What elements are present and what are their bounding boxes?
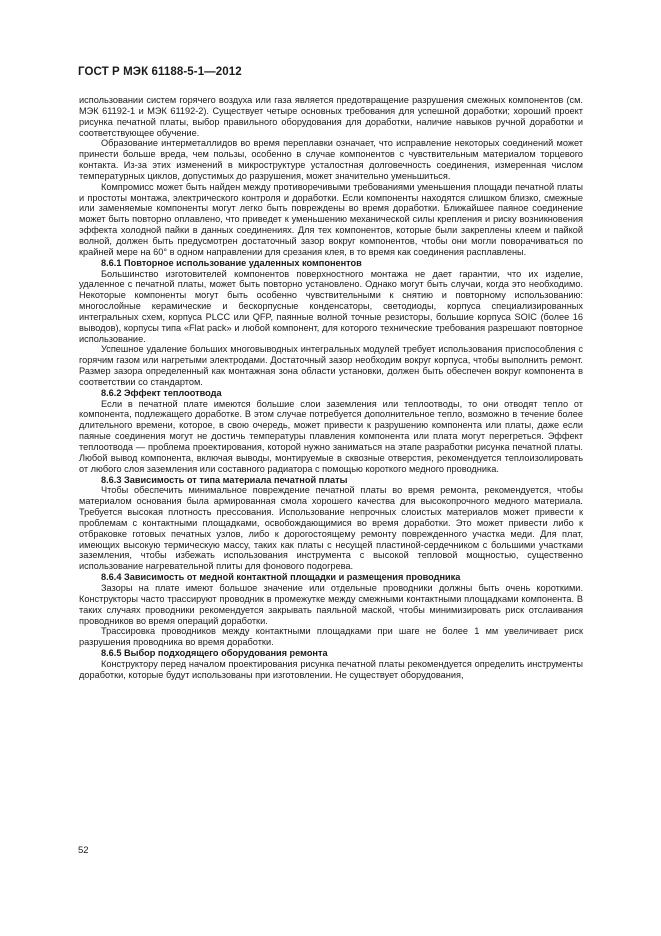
document-body	[79, 95, 583, 681]
paragraph: Если в печатной плате имеются большие слои заземления или теплоотводы, то они отводят тепло от компонента, подлежащего доработке. В этом случае потребуется дополнительное тепло, возможно в течение более длительного времени, которое, в свою очередь, может привести к разрушению компонента или платы, даже если паяные соединения могут не достичь температуры плавления компонента или плата могут перегреться. Эффект теплоотвода — проблема проектирования, которой нужно заниматься на этапе разработки рисунка печатной платы. Любой вывод компонента, включая выводы, монтируемые в сквозные отверстия, рекомендуется теплоизолировать от любого слоя заземления или составного радиатора с помощью короткого медного проводника.	[79, 398, 583, 474]
section-heading-8-6-2: 8.6.2 Эффект теплоотвода	[101, 387, 222, 398]
paragraph: Успешное удаление больших многовыводных интегральных модулей требует использования приспособления с горячим газом или нагретыми электродами. Достаточный зазор необходим вокруг корпуса, чтобы выполнить ремонт. Размер зазора определенный как монтажная зона области установки, должен быть обеспечен вокруг компонента в соответствии со стандартом.	[79, 344, 583, 387]
document-header: ГОСТ Р МЭК 61188-5-1—2012	[78, 66, 242, 78]
section-heading-8-6-1: 8.6.1 Повторное использование удаленных компонентов	[101, 257, 362, 268]
paragraph: Зазоры на плате имеют большое значение или отдельные проводники должны быть очень короткими. Конструкторы часто трассируют проводник в промежутке между смежными контактными площадками компонента. В таких случаях проводники рекомендуется закрывать паяльной маской, чтобы минимизировать риск отслаивания проводников во время операций доработки.	[79, 582, 583, 626]
page-number: 52	[78, 845, 89, 856]
paragraph: Конструктору перед началом проектирования рисунка печатной платы рекомендуется определить инструменты доработки, которые будут использованы при изготовлении. Не существует оборудования,	[79, 658, 583, 680]
paragraph: использовании систем горячего воздуха или газа является предотвращение разрушения смежных компонентов (см. МЭК 61192-1 и МЭК 61192-2). Существует четыре основных требования для успешной доработки; хороший проект рисунка печатной платы, выбор правильного оборудования для доработки, наличие навыков ручной доработки и соответствующее обучение.	[79, 95, 583, 138]
paragraph: Образование интерметаллидов во время переплавки означает, что исправление некоторых соединений может принести больше вреда, чем пользы, особенно в случае компонентов с чувствительным материалом торцевого контакта. Из-за этих изменений в микроструктуре усталостная долговечность соединения, измеренная числом температурных циклов, допустимых до разрушения, может значительно уменьшиться.	[79, 138, 583, 181]
paragraph: Компромисс может быть найден между противоречивыми требованиями уменьшения площади печатной платы и простоты монтажа, электрического контроля и доработки. Если компоненты находятся слишком близко, смежные или заменяемые компоненты могут легко быть повреждены во время доработки. Ближайшее паяное соединение может быть повторно оплавлено, что приведет к уменьшению механической силы крепления и риску возникновения эффекта холодной пайки в данных соединениях. Для тех компонентов, которые были закреплены клеем и пайкой волной, должен быть предусмотрен достаточный зазор вокруг компонентов, чтобы они могли поворачиваться по крайней мере на 60° в одном направлении для срезания клея, в то время как соединения расплавлены.	[79, 181, 583, 257]
section-heading-8-6-5: 8.6.5 Выбор подходящего оборудования ремонта	[101, 648, 328, 659]
paragraph: Трассировка проводников между контактными площадками при шаге не более 1 мм увеличивает риск разрушения проводника во время доработки.	[79, 626, 583, 648]
section-heading-8-6-3: 8.6.3 Зависимость от типа материала печатной платы	[101, 474, 348, 485]
paragraph: Большинство изготовителей компонентов поверхностного монтажа не дает гарантии, что их изделие, удаленное с печатной платы, может быть повторно установлено. Однако могут быть случаи, когда это необходимо. Некоторые компоненты могут быть особенно чувствительными к снятию и повторному использованию: многослойные керамические и бескорпусные конденсаторы, светодиоды, корпуса специализированных интегральных схем, корпуса PLCC или QFP, паянные волной точные резисторы, большие корпуса SOIC (более 16 выводов), корпусы типа «Flat pack» и любой компонент, для которого технические требования разрешают повторное использование.	[79, 268, 583, 344]
section-heading-8-6-4: 8.6.4 Зависимость от медной контактной площадки и размещения проводника	[101, 572, 461, 583]
paragraph: Чтобы обеспечить минимальное повреждение печатной платы во время ремонта, рекомендуется, чтобы материалом основания была армированная смола хорошего качества для высокопрочного медного материала. Требуется высокая плотность прессования. Использование непрочных слоистых материалов может привести к проблемам с контактными площадками, освобождающимися во время доработки. Это может привести либо к отбраковке готовых печатных узлов, либо к дорогостоящему ремонту поврежденного участка меди. Для плат, имеющих высокую термическую массу, таких как платы с несущей пластиной-сердечником с большими участками заземления, чтобы избежать использования инструмента с высокой тепловой мощностью, существенно использование нагревательной плиты для фонового подогрева.	[79, 485, 583, 572]
